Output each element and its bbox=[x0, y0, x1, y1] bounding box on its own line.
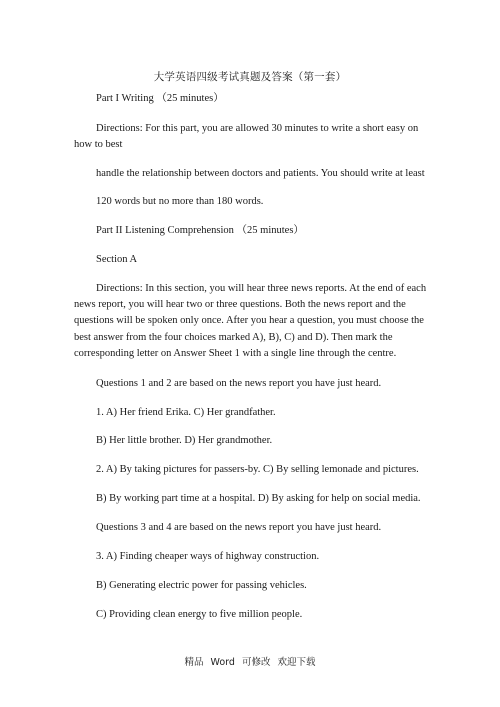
part1-heading: Part I Writing （25 minutes） bbox=[96, 93, 224, 104]
section-a-heading: Section A bbox=[96, 254, 138, 265]
listening-directions-line-5: corresponding letter on Answer Sheet 1 with a single line through the centre. bbox=[74, 348, 397, 359]
listening-directions-line-2: news report, you will hear two or three questions. Both the news report and the bbox=[74, 299, 406, 310]
writing-directions-line-3: handle the relationship between doctors and patients. You should write at least bbox=[96, 168, 425, 179]
writing-directions-line-4: 120 words but no more than 180 words. bbox=[96, 196, 264, 207]
page-footer: 精品 Word 可修改 欢迎下载 bbox=[184, 657, 316, 668]
question-2-options-bd: B) By working part time at a hospital. D) By asking for help on social media. bbox=[96, 493, 421, 504]
listening-directions-line-1: Directions: In this section, you will hear three news reports. At the end of each bbox=[96, 283, 427, 294]
part2-heading: Part II Listening Comprehension （25 minutes） bbox=[96, 225, 304, 236]
question-3-option-c: C) Providing clean energy to five million people. bbox=[96, 609, 303, 620]
writing-directions-line-2: how to best bbox=[74, 139, 123, 150]
question-1-options-ac: 1. A) Her friend Erika. C) Her grandfather. bbox=[96, 407, 276, 418]
page-title: 大学英语四级考试真题及答案（第一套） bbox=[153, 72, 347, 83]
writing-directions-line-1: Directions: For this part, you are allowed 30 minutes to write a short easy on bbox=[96, 123, 419, 134]
question-2-options-ac: 2. A) By taking pictures for passers-by. C) By selling lemonade and pictures. bbox=[96, 464, 419, 475]
listening-directions-line-4: best answer from the four choices marked A), B), C) and D). Then mark the bbox=[74, 332, 393, 343]
question-1-options-bd: B) Her little brother. D) Her grandmother. bbox=[96, 435, 273, 446]
questions-1-2-intro: Questions 1 and 2 are based on the news report you have just heard. bbox=[96, 378, 382, 389]
question-3-option-b: B) Generating electric power for passing vehicles. bbox=[96, 580, 307, 591]
question-3-option-a: 3. A) Finding cheaper ways of highway construction. bbox=[96, 551, 320, 562]
questions-3-4-intro: Questions 3 and 4 are based on the news report you have just heard. bbox=[96, 522, 382, 533]
listening-directions-line-3: questions will be spoken only once. After you hear a question, you must choose the bbox=[74, 315, 424, 326]
